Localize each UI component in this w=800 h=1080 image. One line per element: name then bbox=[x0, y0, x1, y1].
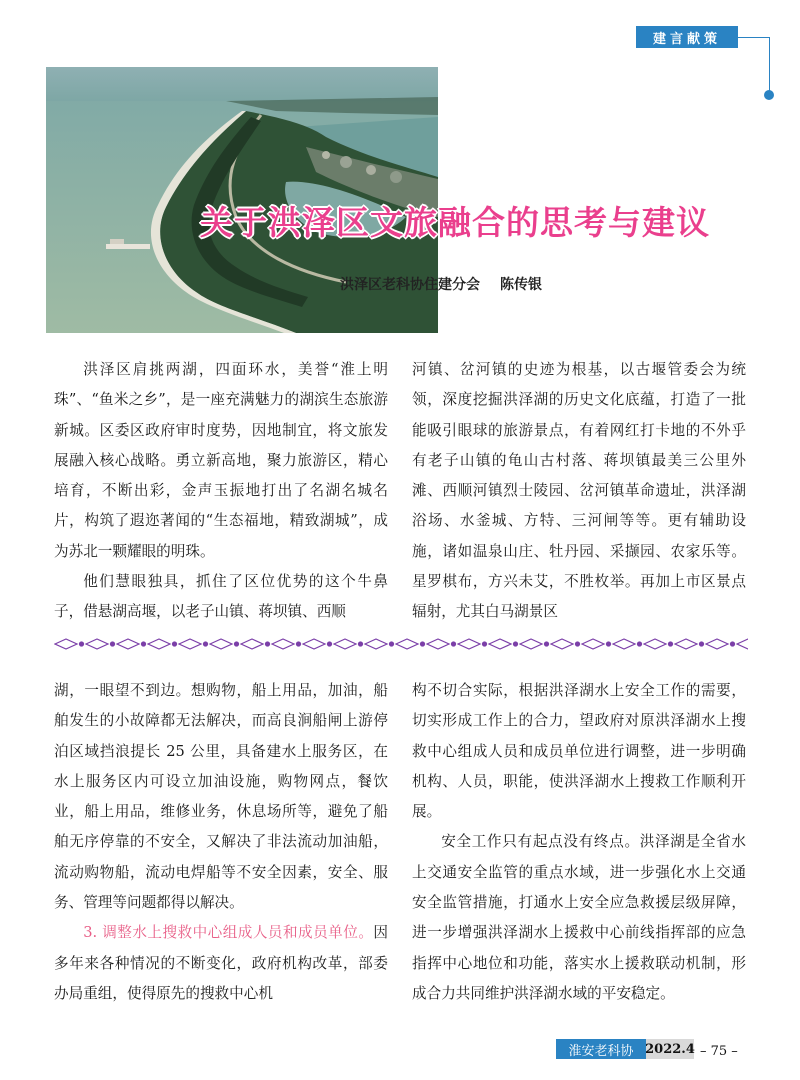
decorative-divider bbox=[54, 630, 748, 658]
divider-diamond bbox=[55, 639, 77, 649]
divider-dot bbox=[575, 641, 580, 646]
paragraph: 洪泽区肩挑两湖，四面环水，美誉“淮上明珠”、“鱼米之乡”，是一座充满魅力的湖滨生态旅游新城。区委区政府审时度势，因地制宜，将文旅发展融入核心战略。勇立新高地，聚力旅游区，精心培育，不断出彩，金声玉振地打出了名湖名城名片，构筑了遐迩著闻的“生态福地，精致湖城”，成为苏北一颗耀眼的明珠。 bbox=[54, 361, 388, 560]
divider-dot bbox=[110, 641, 115, 646]
divider-diamond bbox=[148, 639, 170, 649]
issue-number: 2022.4 bbox=[646, 1039, 694, 1059]
article-title: 关于洪泽区文旅融合的思考与建议 bbox=[200, 203, 710, 242]
divider-diamond bbox=[179, 639, 201, 649]
paragraph: 湖，一眼望不到边。想购物，船上用品，加油，船舶发生的小故障都无法解决，而高良涧船闸上游停泊区域挡浪提长 25 公里，具备建水上服务区，在水上服务区内可设立加油设施，购物网点，餐饮业，船上用品，维修业务，休息场所等，避免了船舶无序停靠的不安全，又解决了非法流动加油船，流动购物船，流动电焊船等不安全因素，安全、服务、管理等问题都得以解决。 bbox=[54, 682, 388, 912]
divider-diamond bbox=[520, 639, 542, 649]
page-number: – 75 – bbox=[700, 1044, 738, 1059]
byline-org: 洪泽区老科协住建分会 bbox=[340, 277, 480, 293]
divider-dot bbox=[203, 641, 208, 646]
divider-diamond bbox=[272, 639, 294, 649]
divider-diamond bbox=[365, 639, 387, 649]
section-heading: 3. 调整水上搜救中心组成人员和成员单位。 bbox=[83, 924, 374, 942]
divider-dot bbox=[420, 641, 425, 646]
divider-dot bbox=[172, 641, 177, 646]
magazine-name: 淮安老科协 bbox=[556, 1039, 646, 1059]
divider-dot bbox=[668, 641, 673, 646]
top-right-column bbox=[412, 355, 746, 628]
section-tag-line-vertical bbox=[769, 37, 770, 93]
divider-diamond bbox=[582, 639, 604, 649]
divider-dot bbox=[637, 641, 642, 646]
divider-diamond bbox=[551, 639, 573, 649]
section-tag-line bbox=[738, 37, 770, 38]
divider-dot bbox=[699, 641, 704, 646]
section-tag-dot bbox=[764, 90, 774, 100]
divider-dot bbox=[513, 641, 518, 646]
divider-dot bbox=[730, 641, 735, 646]
top-left-column bbox=[54, 355, 388, 628]
divider-diamond bbox=[427, 639, 449, 649]
byline-author: 陈传银 bbox=[500, 277, 542, 293]
section-heading-paragraph bbox=[54, 918, 388, 1009]
divider-diamond bbox=[210, 639, 232, 649]
divider-dot bbox=[389, 641, 394, 646]
bottom-right-column bbox=[412, 676, 746, 1009]
paragraph: 河镇、岔河镇的史迹为根基，以古堰管委会为统领，深度挖掘洪泽湖的历史文化底蕴，打造了一批能吸引眼球的旅游景点，有着网红打卡地的不外乎有老子山镇的龟山古村落、蒋坝镇最美三公里外滩、西顺河镇烈士陵园、岔河镇革命遗址，洪泽湖浴场、水釜城、方特、三河闸等等。更有辅助设施，诸如温泉山庄、牡丹园、采撷园、农家乐等。星罗棋布，方兴未艾，不胜枚举。再加上市区景点辐射，尤其白马湖景区 bbox=[412, 361, 746, 621]
divider-diamond bbox=[303, 639, 325, 649]
divider-dot bbox=[234, 641, 239, 646]
divider-diamond bbox=[737, 639, 748, 649]
divider-diamond bbox=[613, 639, 635, 649]
divider-dot bbox=[606, 641, 611, 646]
byline bbox=[340, 274, 542, 294]
divider-diamond bbox=[706, 639, 728, 649]
divider-diamond bbox=[644, 639, 666, 649]
paragraph-text: 因多年来各种情况的不断变化，政府机构改革，部委办局重组，使得原先的搜救中心机 bbox=[54, 924, 388, 1002]
divider-dot bbox=[296, 641, 301, 646]
section-tag: 建言献策 bbox=[636, 26, 738, 48]
paragraph: 他们慧眼独具，抓住了区位优势的这个牛鼻子，借悬湖高堰，以老子山镇、蒋坝镇、西顺 bbox=[54, 573, 388, 621]
divider-dot bbox=[482, 641, 487, 646]
divider-diamond bbox=[458, 639, 480, 649]
divider-dot bbox=[265, 641, 270, 646]
bottom-left-column bbox=[54, 676, 388, 1009]
divider-diamond bbox=[396, 639, 418, 649]
divider-diamond bbox=[117, 639, 139, 649]
divider-diamond bbox=[86, 639, 108, 649]
divider-diamond bbox=[241, 639, 263, 649]
divider-diamond bbox=[489, 639, 511, 649]
paragraph: 安全工作只有起点没有终点。洪泽湖是全省水上交通安全监管的重点水域，进一步强化水上交通安全监管措施，打通水上安全应急救援层级屏障，进一步增强洪泽湖水上援救中心前线指挥部的应急指挥中心地位和功能，落实水上援救联动机制，形成合力共同维护洪泽湖水域的平安稳定。 bbox=[412, 833, 746, 1002]
divider-diamond bbox=[675, 639, 697, 649]
divider-dot bbox=[451, 641, 456, 646]
divider-dot bbox=[544, 641, 549, 646]
divider-dot bbox=[358, 641, 363, 646]
divider-dot bbox=[141, 641, 146, 646]
divider-dot bbox=[79, 641, 84, 646]
divider-dot bbox=[327, 641, 332, 646]
paragraph: 构不切合实际，根据洪泽湖水上安全工作的需要，切实形成工作上的合力，望政府对原洪泽湖水上搜救中心组成人员和成员单位进行调整，进一步明确机构、人员，职能，使洪泽湖水上搜救工作顺利开展。 bbox=[412, 682, 746, 821]
divider-diamond bbox=[334, 639, 356, 649]
